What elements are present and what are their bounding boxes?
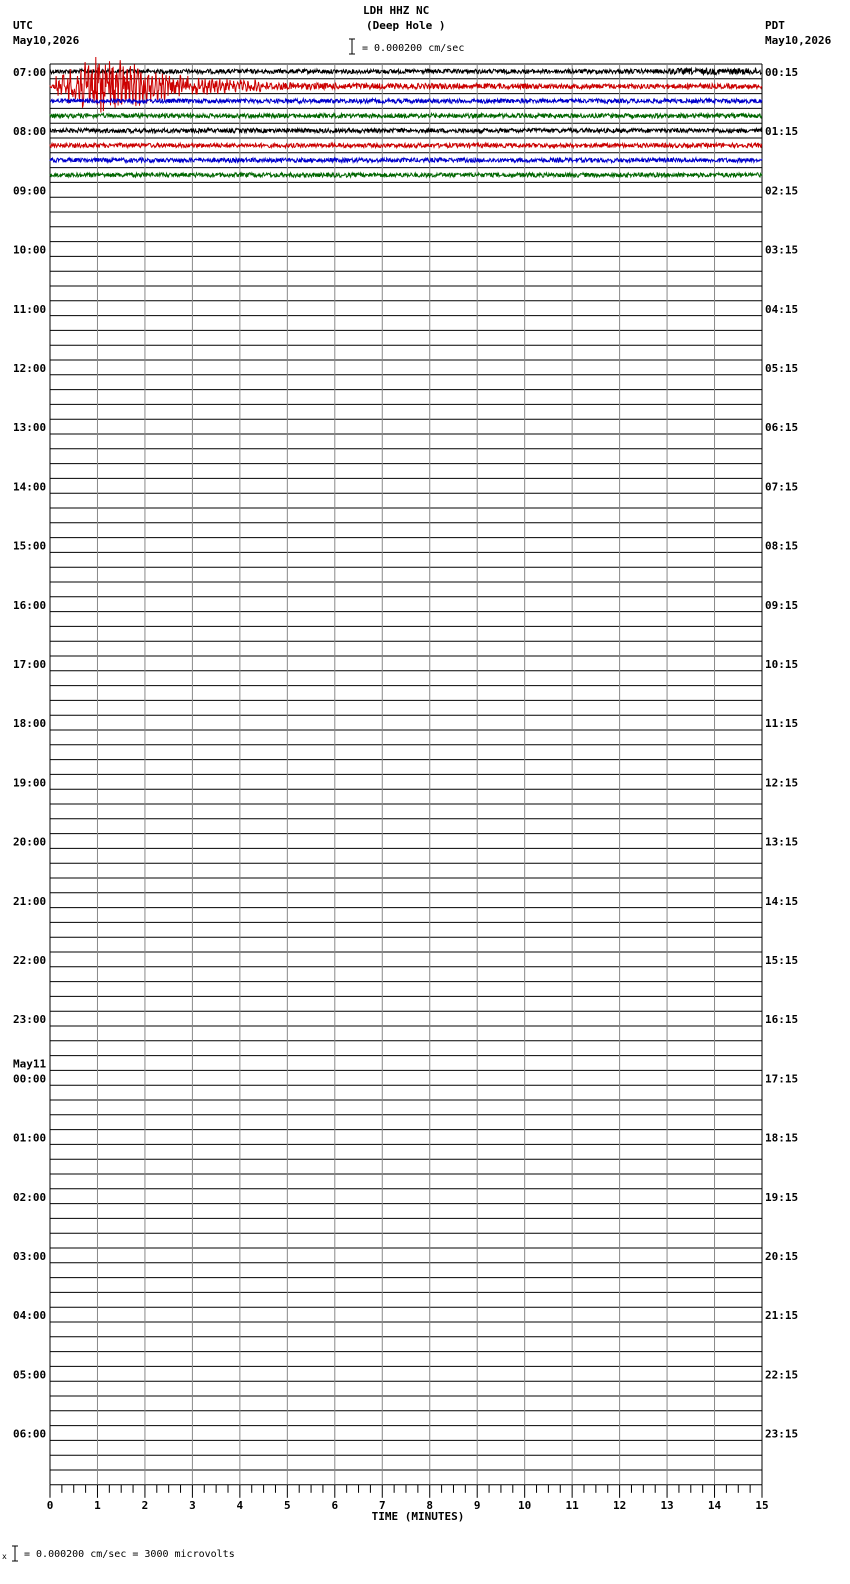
pdt-hour-label: 02:15 [765, 184, 799, 198]
x-tick-label: 1 [94, 1498, 101, 1512]
x-tick-label: 12 [612, 1498, 627, 1512]
station-title: LDH HHZ NC [363, 4, 430, 17]
utc-hour-label: 15:00 [13, 539, 47, 553]
trace-3 [50, 114, 762, 118]
trace-1 [50, 57, 762, 113]
pdt-hour-label: 07:15 [765, 480, 799, 494]
pdt-hour-label: 22:15 [765, 1368, 799, 1382]
utc-hour-label: 08:00 [13, 125, 47, 139]
x-tick-label: 8 [426, 1498, 434, 1512]
pdt-hour-label: 15:15 [765, 954, 799, 967]
pdt-hour-label: 10:15 [765, 658, 799, 671]
x-tick-label: 4 [236, 1498, 244, 1512]
footer-scale-bar-icon [2, 1546, 18, 1561]
trace-2 [50, 99, 762, 103]
utc-hour-label: 03:00 [13, 1250, 47, 1263]
pdt-hour-label: 18:15 [765, 1131, 799, 1145]
utc-hour-label: 00:00 [13, 1072, 47, 1086]
pdt-hour-label: 11:15 [765, 717, 799, 731]
utc-hour-label: 23:00 [13, 1013, 47, 1027]
utc-hour-label: 16:00 [13, 598, 47, 612]
utc-hour-label: 07:00 [13, 66, 47, 79]
trace-6 [50, 158, 762, 162]
pdt-hour-label: 09:15 [765, 598, 799, 612]
pdt-hour-label: 01:15 [765, 125, 799, 139]
utc-hour-label: 19:00 [13, 776, 47, 790]
pdt-hour-label: 16:15 [765, 1013, 799, 1027]
utc-hour-label: 01:00 [13, 1131, 47, 1145]
utc-hour-label: 21:00 [13, 894, 47, 908]
trace-0 [50, 68, 762, 74]
pdt-date: May10,2026 [765, 34, 832, 47]
labels [13, 66, 798, 1523]
pdt-label: PDT [765, 19, 785, 32]
utc-hour-label: 02:00 [13, 1190, 47, 1204]
x-tick-label: 9 [473, 1498, 481, 1512]
svg-text:x: x [2, 1552, 7, 1561]
x-tick-label: 0 [46, 1498, 54, 1512]
scale-label: = 0.000200 cm/sec [362, 43, 465, 54]
pdt-hour-label: 04:15 [765, 302, 799, 316]
utc-hour-label: 09:00 [13, 184, 47, 198]
footer-scale: = 0.000200 cm/sec = 3000 microvolts [24, 1549, 235, 1560]
pdt-hour-label: 14:15 [765, 894, 799, 908]
pdt-hour-label: 19:15 [765, 1190, 799, 1204]
scale-bar-icon [349, 39, 355, 54]
pdt-hour-label: 21:15 [765, 1309, 799, 1323]
trace-7 [50, 173, 762, 177]
pdt-hour-label: 06:15 [765, 421, 799, 435]
trace-4 [50, 128, 762, 132]
pdt-hour-label: 08:15 [765, 539, 799, 553]
x-tick-label: 10 [518, 1498, 532, 1512]
pdt-hour-label: 00:15 [765, 66, 799, 79]
utc-date: May10,2026 [13, 34, 80, 47]
utc-hour-label: 18:00 [13, 717, 47, 731]
x-tick-label: 13 [660, 1498, 674, 1512]
utc-hour-label: 20:00 [13, 835, 47, 849]
utc-hour-label: 05:00 [13, 1368, 47, 1382]
traces [50, 57, 762, 177]
pdt-hour-label: 13:15 [765, 835, 799, 849]
utc-hour-label: 04:00 [13, 1309, 47, 1323]
pdt-hour-label: 23:15 [765, 1427, 799, 1441]
utc-hour-label: 10:00 [13, 243, 47, 257]
trace-5 [50, 143, 762, 147]
pdt-hour-label: 17:15 [765, 1072, 799, 1086]
pdt-hour-label: 12:15 [765, 776, 799, 790]
utc-hour-label: 11:00 [13, 302, 47, 316]
utc-label: UTC [13, 19, 33, 32]
grid [50, 64, 762, 1498]
date-change-label: May11 [13, 1057, 47, 1071]
station-location: (Deep Hole ) [366, 19, 446, 32]
utc-hour-label: 12:00 [13, 362, 47, 375]
x-tick-label: 11 [565, 1498, 579, 1512]
x-tick-label: 14 [707, 1498, 722, 1512]
utc-hour-label: 22:00 [13, 954, 47, 967]
x-tick-label: 5 [284, 1498, 291, 1512]
utc-hour-label: 06:00 [13, 1427, 47, 1441]
utc-hour-label: 17:00 [13, 658, 47, 671]
x-tick-label: 7 [378, 1498, 386, 1512]
x-tick-label: 2 [141, 1498, 149, 1512]
x-axis-label: TIME (MINUTES) [371, 1509, 465, 1523]
utc-hour-label: 13:00 [13, 421, 47, 435]
pdt-hour-label: 03:15 [765, 243, 799, 257]
x-tick-label: 6 [331, 1498, 339, 1512]
x-tick-label: 15 [755, 1498, 769, 1512]
pdt-hour-label: 05:15 [765, 362, 799, 375]
x-tick-label: 3 [189, 1498, 196, 1512]
pdt-hour-label: 20:15 [765, 1250, 799, 1263]
utc-hour-label: 14:00 [13, 480, 47, 494]
